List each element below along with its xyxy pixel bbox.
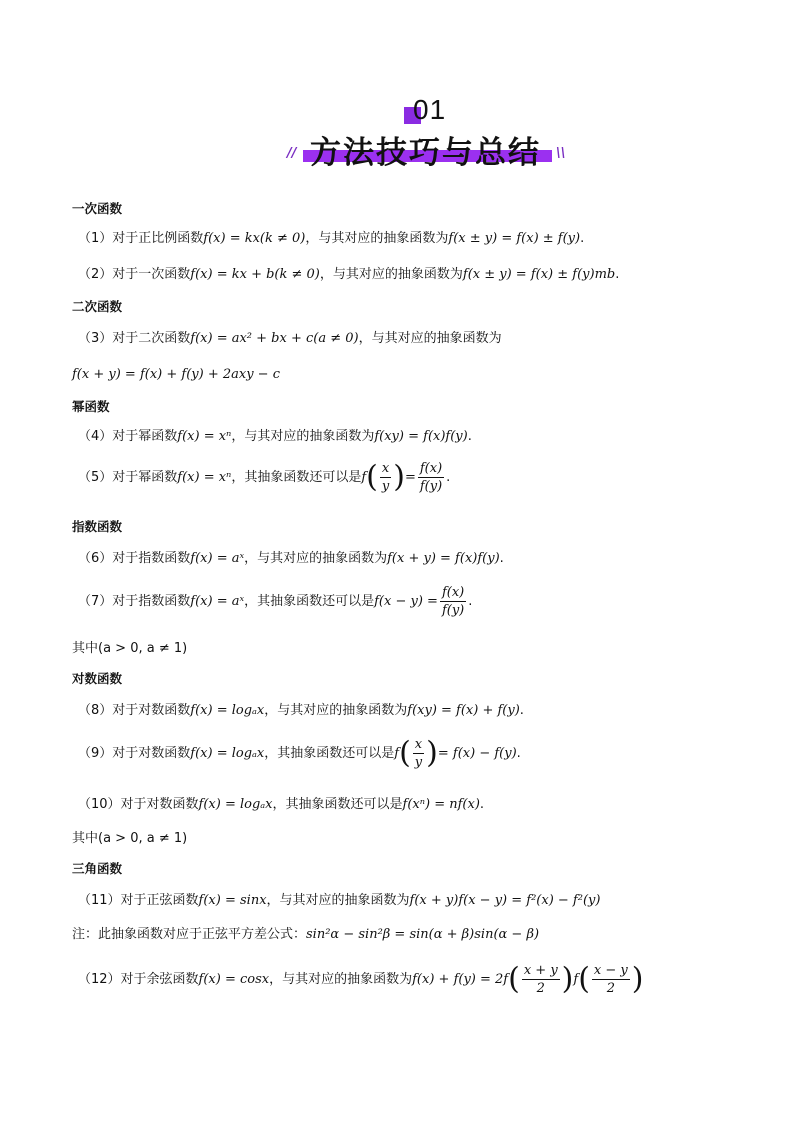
note-line: 注：此抽象函数对应于正弦平方差公式：sin²α − sin²β = sin(α + β)sin(α − β) <box>72 927 540 942</box>
item-4: （4）对于幂函数f(x) = xⁿ，与其对应的抽象函数为f(xy) = f(x)f(y). <box>78 429 472 444</box>
section-power: 幂函数 <box>72 399 110 414</box>
item-10: （10）对于对数函数f(x) = logₐx，其抽象函数还可以是f(xⁿ) = nf(x). <box>78 797 485 812</box>
section-trig: 三角函数 <box>72 861 123 876</box>
section-quadratic: 二次函数 <box>72 299 123 314</box>
item-5: （5）对于幂函数f(x) = xⁿ，其抽象函数还可以是f( $\frac{x}{y}$ )= $\frac{f(x)}{f(y)}$ . <box>78 459 451 495</box>
page-title: 方法技巧与总结 <box>310 135 541 171</box>
condition-2: 其中(a > 0, a ≠ 1) <box>72 831 188 846</box>
section-number: 01 <box>413 94 447 125</box>
item-3: （3）对于二次函数f(x) = ax² + bx + c(a ≠ 0)，与其对应的抽象函数为 <box>78 331 502 346</box>
item-8: （8）对于对数函数f(x) = logₐx，与其对应的抽象函数为f(xy) = f(x) + f(y). <box>78 703 524 718</box>
condition-1: 其中(a > 0, a ≠ 1) <box>72 641 188 656</box>
section-logarithmic: 对数函数 <box>72 671 123 686</box>
item-9: （9）对于对数函数f(x) = logₐx，其抽象函数还可以是f( $\frac{x}{y}$ )= f(x) − f(y). <box>78 735 521 771</box>
deco-slash-right: \\ <box>556 146 566 161</box>
item-6: （6）对于指数函数f(x) = aˣ，与其对应的抽象函数为f(x + y) = f(x)f(y). <box>78 551 504 566</box>
section-exponential: 指数函数 <box>72 519 123 534</box>
header <box>0 0 794 180</box>
item-12: （12）对于余弦函数f(x) = cosx，与其对应的抽象函数为f(x) + f(y) = 2f( $\frac{x + y}{2}$ )f( $\frac{x - y}{2}$ ) <box>78 961 644 997</box>
deco-slash-left: // <box>287 146 297 161</box>
item-1: （1）对于正比例函数f(x) = kx(k ≠ 0)，与其对应的抽象函数为f(x ± y) = f(x) ± f(y). <box>78 231 585 246</box>
item-2: （2）对于一次函数f(x) = kx + b(k ≠ 0)，与其对应的抽象函数为f(x ± y) = f(x) ± f(y)mb. <box>78 267 620 282</box>
item-7: （7）对于指数函数f(x) = aˣ，其抽象函数还可以是f(x − y) = $\frac{f(x)}{f(y)}$ . <box>78 585 473 618</box>
item-11: （11）对于正弦函数f(x) = sinx，与其对应的抽象函数为f(x + y)f(x − y) = f²(x) − f²(y) <box>78 893 601 908</box>
section-linear: 一次函数 <box>72 201 123 216</box>
item-3-formula: f(x + y) = f(x) + f(y) + 2axy − c <box>72 367 280 382</box>
